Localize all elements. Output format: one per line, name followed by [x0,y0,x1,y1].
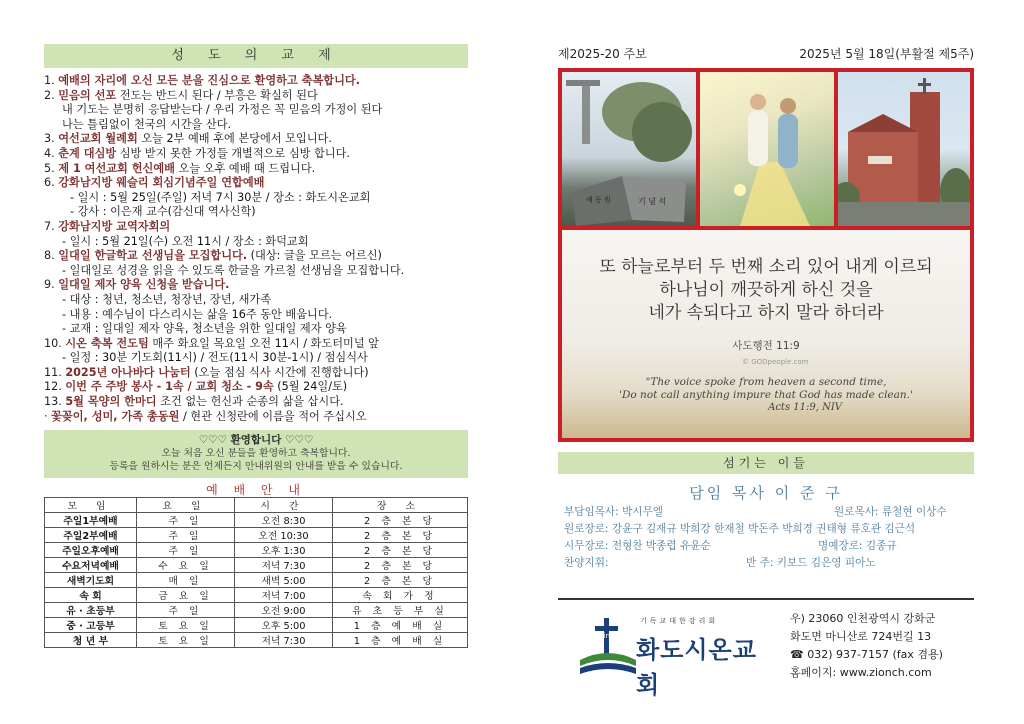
worship-cell: 속 회 [45,588,137,603]
news-highlight: 강화남지방 교역자회의 [58,219,171,233]
verse-korean: 또 하늘로부터 두 번째 소리 있어 내게 이르되 하나님이 깨끗하게 하신 것을 네가 속되다고 하지 말라 하더라 [599,257,933,323]
news-highlight: 예배의 자리에 오신 모든 분을 진심으로 환영하고 축복합니다. [58,74,360,87]
worship-cell: 주일오후예배 [45,543,137,558]
news-highlight: 꽃꽂이, 성미, 가족 총동원 [51,409,180,423]
news-highlight: 춘계 대심방 [58,146,117,160]
worship-cell: 주 일 [137,528,235,543]
worship-cell: 오전 10:30 [235,528,333,543]
worship-cell: 주일1부예배 [45,513,137,528]
worship-column-header: 장 소 [333,498,468,513]
news-highlight: 여선교회 월례회 [58,132,138,146]
news-item [44,74,468,89]
left-page [44,44,468,648]
news-text: (오늘 점심 식사 시간에 진행합니다) [190,365,369,379]
news-text: 나는 틀림없이 천국의 시간을 산다. [62,117,232,131]
welcome-title: ♡♡♡ 환영합니다 ♡♡♡ [198,434,314,447]
staff-row [558,538,974,555]
denomination: 기독교대한감리회 [640,617,719,625]
worship-title: 예 배 안 내 [206,483,306,498]
worship-row [45,513,468,528]
worship-row [45,588,468,603]
active-elders: 시무장로: 전형찬 박종렵 유윤순 [564,540,711,552]
walking-figures-illustration [700,72,834,226]
news-item [44,118,468,133]
news-number: 10. [44,336,62,350]
news-text: - 강사 : 이은재 교수(감신대 역사신학) [70,205,256,219]
church-name: 화도시온교회 [636,636,757,699]
news-text: 전도는 반드시 된다 / 부흥은 확실히 된다 [116,88,318,102]
news-number: 11. [44,365,62,379]
worship-row [45,633,468,648]
fellowship-header: 성 도 의 교 제 [44,44,468,68]
website: 홈페이지: www.zionch.com [790,666,932,679]
news-item [44,162,468,177]
news-number: 13. [44,395,62,409]
news-item [44,337,468,352]
news-number: 3. [44,132,55,146]
welcome-line: 오늘 처음 오신 분들을 환영하고 축복합니다. [161,448,351,460]
news-item [44,366,468,381]
worship-column-header: 시 간 [235,498,333,513]
worship-cell: 매 일 [137,573,235,588]
address-line: 우) 23060 인천광역시 강화군 [790,612,936,625]
news-highlight: 이번 주 주방 봉사 - 1속 / 교회 청소 - 9속 [65,380,274,394]
news-item [44,132,468,147]
news-text: - 일시 : 5월 21일(수) 오전 11시 / 장소 : 화덕교회 [62,234,309,248]
worship-cell: 오전 8:30 [235,513,333,528]
worship-cell: 토 요 일 [137,618,235,633]
church-footer [558,598,974,699]
news-item [44,235,468,250]
verse-card [562,230,970,438]
servants-header: 섬기는 이들 [558,452,974,474]
news-text: - 일대일로 성경을 읽을 수 있도록 한글을 가르칠 선생님을 모집합니다. [62,263,405,277]
worship-cell: 2 층 본 당 [333,543,468,558]
news-item [44,191,468,206]
bulletin-header [558,44,974,62]
news-item [44,322,468,337]
worship-row [45,618,468,633]
news-text: (대상: 글을 모르는 어르신) [247,249,382,263]
worship-row [45,543,468,558]
news-text: 매주 화요일 목요일 오전 11시 / 화도터미널 앞 [148,336,379,350]
news-number: 1. [44,74,55,87]
news-item [44,176,468,191]
bulletin-date: 2025년 5월 18일(부활절 제5주) [799,46,974,61]
news-text: 내 기도는 분명히 응답받는다 / 우리 가정은 꼭 믿음의 가정이 된다 [62,103,383,117]
news-item [44,147,468,162]
news-item [44,395,468,410]
worship-cell: 청 년 부 [45,633,137,648]
worship-cell: 2 층 본 당 [333,573,468,588]
news-text: 오늘 2부 예배 후에 본당에서 모입니다. [137,132,332,146]
staff-row [558,555,974,572]
worship-cell: 중 · 고등부 [45,618,137,633]
worship-row [45,528,468,543]
welcome-box [44,430,468,478]
associate-pastor: 부담임목사: 박시무엘 [564,506,664,518]
verse-english: "The voice spoke from heaven a second time, 'Do not call anything impure that God has made clean.' [619,376,913,401]
verse-reference: 사도행전 11:9 [732,340,800,352]
worship-row [45,603,468,618]
news-text: 오늘 오후 예배 때 드립니다. [174,161,316,175]
church-contact [790,610,943,682]
news-highlight: 5월 목양의 한마디 [65,395,157,409]
news-text: - 내용 : 예수님이 다스리시는 삶을 16주 동안 배웁니다. [62,307,333,321]
worship-cell: 주일2부예배 [45,528,137,543]
news-highlight: 믿음의 선포 [58,88,117,102]
svg-text:예 동 원: 예 동 원 [586,196,611,204]
phone: ☎ 032) 937-7157 (fax 겸용) [790,648,943,661]
news-highlight: 제 1 여선교회 헌신예배 [58,161,175,175]
staff-row [558,504,974,521]
news-text: - 일정 : 30분 기도회(11시) / 전도(11시 30분-1시) / 점심식사 [62,351,368,365]
news-text: 심방 받지 못한 가정들 개별적으로 심방 합니다. [116,146,350,160]
worship-column-header: 모 임 [45,498,137,513]
news-number: 12. [44,380,62,394]
worship-row [45,573,468,588]
church-building-photo [838,72,970,226]
news-item [44,380,468,395]
worship-cell: 주 일 [137,543,235,558]
worship-cell: 오전 9:00 [235,603,333,618]
worship-cell: 오후 5:00 [235,618,333,633]
news-item [44,103,468,118]
logo-year: since 1905 [600,632,639,640]
cross-logo-icon [578,616,638,676]
worship-cell: 유 · 초등부 [45,603,137,618]
emeritus-pastors: 원로목사: 류철현 이상수 [834,506,947,518]
news-text: - 대상 : 청년, 청소년, 청장년, 장년, 새가족 [62,292,272,306]
worship-cell: 저녁 7:30 [235,558,333,573]
welcome-line: 등록을 원하시는 분은 언제든지 안내위원의 안내를 받을 수 있습니다. [109,461,403,473]
news-item [44,351,468,366]
worship-cell: 2 층 본 당 [333,513,468,528]
news-number: 5. [44,161,55,175]
worship-cell: 오후 1:30 [235,543,333,558]
worship-cell: 유 초 등 부 실 [333,603,468,618]
worship-cell: 저녁 7:30 [235,633,333,648]
senior-pastor: 담임 목사 이 준 구 [689,484,843,502]
news-item [44,249,468,264]
news-text: 조건 없는 헌신과 순종의 삶을 삽시다. [156,395,344,409]
svg-text:기 념 석: 기 념 석 [638,197,667,206]
news-text: - 교재 : 일대일 제자 양육, 청소년을 위한 일대일 제자 양육 [62,322,347,336]
news-text: - 일시 : 5월 25일(주일) 저녁 7시 30분 / 장소 : 화도시온교회 [70,190,371,204]
news-number: 8. [44,249,55,263]
news-number: · [44,409,48,423]
news-text: (5월 24일/토) [273,380,348,394]
verse-watermark: © GODpeople.com [742,358,809,366]
worship-cell: 속 회 가 정 [333,588,468,603]
cover-image-frame [558,68,974,442]
worship-cell: 2 층 본 당 [333,558,468,573]
worship-table [44,497,468,648]
news-text: / 현관 신청란에 이름을 적어 주십시오 [179,409,367,423]
news-highlight: 일대일 한글학교 선생님을 모집합니다. [58,249,248,263]
choir-director: 찬양지휘: [564,557,609,569]
news-item [44,205,468,220]
worship-cell: 새벽기도회 [45,573,137,588]
worship-cell: 1 층 예 배 실 [333,633,468,648]
emeritus-elders: 원로장로: 강윤구 김재규 박희강 한재철 박돈주 박희경 권태형 류호관 김근석 [564,523,916,535]
news-highlight: 일대일 제자 양육 신청을 받습니다. [58,278,230,292]
church-logo [578,616,778,699]
worship-cell: 1 층 예 배 실 [333,618,468,633]
worship-cell: 2 층 본 당 [333,528,468,543]
news-number: 2. [44,88,55,102]
worship-cell: 금 요 일 [137,588,235,603]
news-highlight: 시온 축복 전도팀 [65,336,149,350]
news-item [44,278,468,293]
issue-number: 제2025-20 주보 [558,46,647,61]
news-number: 6. [44,176,55,190]
news-list [44,74,468,424]
monument-photo [562,72,696,226]
worship-cell: 주 일 [137,603,235,618]
news-highlight: 2025년 아나바다 나눔터 [65,365,191,379]
accompanist: 반 주: 키보드 김은영 피아노 [746,557,876,569]
news-item [44,264,468,279]
news-number: 4. [44,146,55,160]
worship-cell: 토 요 일 [137,633,235,648]
news-item [44,89,468,104]
news-highlight: 강화남지방 웨슬리 회심기념주일 연합예배 [58,176,265,190]
worship-cell: 수요저녁예배 [45,558,137,573]
worship-cell: 주 일 [137,513,235,528]
staff-row [558,521,974,538]
right-page [558,44,974,572]
news-item [44,308,468,323]
news-item [44,220,468,235]
worship-column-header: 요 일 [137,498,235,513]
worship-cell: 저녁 7:00 [235,588,333,603]
news-item [44,410,468,425]
address-line: 화도면 마니산로 724번길 13 [790,630,932,643]
worship-row [45,558,468,573]
verse-english-reference: Acts 11:9, NIV [768,402,842,413]
news-number: 7. [44,219,55,233]
worship-cell: 수 요 일 [137,558,235,573]
worship-cell: 새벽 5:00 [235,573,333,588]
news-item [44,293,468,308]
honorary-elder: 명예장로: 김종규 [818,540,897,552]
news-number: 9. [44,278,55,292]
